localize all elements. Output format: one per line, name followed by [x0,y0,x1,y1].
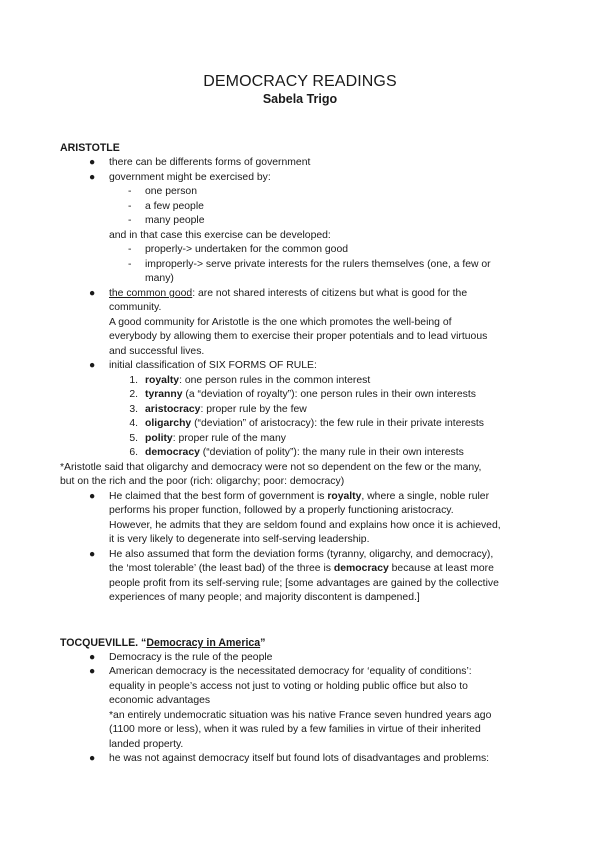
list-number: 1. [129,375,138,386]
list-item: He also assumed that form the deviation forms (tyranny, oligarchy, and democracy), [109,549,494,560]
section-heading-aristotle: ARISTOTLE [60,142,120,154]
dash-icon: - [128,186,132,197]
sub-list-item: one person [145,186,197,197]
sub-list-item-continued: many) [145,273,174,284]
sub-list-item: a few people [145,201,204,212]
note-line: *Aristotle said that oligarchy and democracy were not so dependent on the few or the many, [60,462,482,473]
paragraph-line: However, he admits that they are seldom found and explains how once it is achieved, [109,520,501,531]
list-number: 3. [129,404,138,415]
list-item: government might be exercised by: [109,172,271,183]
paragraph-line: A good community for Aristotle is the one which promotes the well-being of [109,317,452,328]
paragraph-line: everybody by allowing them to exercise their proper potentials and to lead virtuous [109,331,488,342]
note-line: but on the rich and the poor (rich: oligarchy; poor: democracy) [60,476,345,487]
form-of-rule-item: royalty: one person rules in the common interest [145,375,371,386]
list-item [109,287,467,301]
bullet-icon: ● [89,753,96,764]
bullet-icon: ● [89,172,96,183]
sub-list-item: properly-> undertaken for the common good [145,244,349,255]
paragraph-line: (1100 more or less), when it was ruled by a few families in virtue of their inherited [109,724,481,735]
bullet-icon: ● [89,288,96,299]
sub-list-item: many people [145,215,205,226]
author-name: Sabela Trigo [262,92,338,106]
form-of-rule-item: oligarchy (“deviation” of aristocracy): the few rule in their private interests [145,418,484,429]
book-title: Democracy in America [146,637,261,649]
dash-icon: - [128,215,132,226]
list-item: he was not against democracy itself but found lots of disadvantages and problems: [109,753,490,764]
paragraph-line: community. [109,302,162,313]
list-number: 4. [129,418,138,429]
list-item: initial classification of SIX FORMS OF RULE: [109,360,317,371]
paragraph-line: economic advantages [109,695,211,706]
common-good-term: the common good [109,288,193,299]
list-number: 6. [129,447,138,458]
list-item: He claimed that the best form of government is royalty, where a single, noble ruler [109,491,490,502]
paragraph-line: people profit from its self-serving rule; [some advantages are gained by the collective [109,578,499,589]
section-heading-tocqueville: TOCQUEVILLE. “Democracy in America” [60,637,266,649]
common-good-definition: : are not shared interests of citizens but what is good for the [192,288,468,299]
bullet-icon: ● [89,549,96,560]
bullet-icon: ● [89,491,96,502]
bullet-icon: ● [89,360,96,371]
paragraph-line: *an entirely undemocratic situation was his native France seven hundred years ago [109,710,492,721]
dash-icon: - [128,259,132,270]
paragraph-line: and successful lives. [109,346,205,357]
form-of-rule-item: polity: proper rule of the many [145,433,286,444]
form-of-rule-item: democracy (“deviation of polity”): the many rule in their own interests [145,447,464,458]
form-of-rule-item: aristocracy: proper rule by the few [145,404,307,415]
paragraph-line: it is very likely to degenerate into self-serving leadership. [109,534,370,545]
paragraph-line: and in that case this exercise can be developed: [109,230,331,241]
paragraph-line: experiences of many people; and majority discontent is dampened.] [109,592,420,603]
paragraph-line: the ‘most tolerable’ (the least bad) of the three is democracy because at least more [109,563,494,574]
list-number: 2. [129,389,138,400]
paragraph-line: equality in people’s access not just to voting or holding public office but also to [109,681,468,692]
bullet-icon: ● [89,157,96,168]
list-item: there can be differents forms of government [109,157,311,168]
dash-icon: - [128,244,132,255]
bullet-icon: ● [89,666,96,677]
list-item: Democracy is the rule of the people [109,652,273,663]
form-of-rule-item: tyranny (a “deviation of royalty”): one person rules in their own interests [145,389,476,400]
bullet-icon: ● [89,652,96,663]
list-item: American democracy is the necessitated democracy for ‘equality of conditions’: [109,666,472,677]
sub-list-item: improperly-> serve private interests for the rulers themselves (one, a few or [145,259,491,270]
list-number: 5. [129,433,138,444]
page-title: DEMOCRACY READINGS [203,73,397,90]
dash-icon: - [128,201,132,212]
paragraph-line: landed property. [109,739,184,750]
paragraph-line: performs his proper function, followed by a properly functioning aristocracy. [109,505,454,516]
